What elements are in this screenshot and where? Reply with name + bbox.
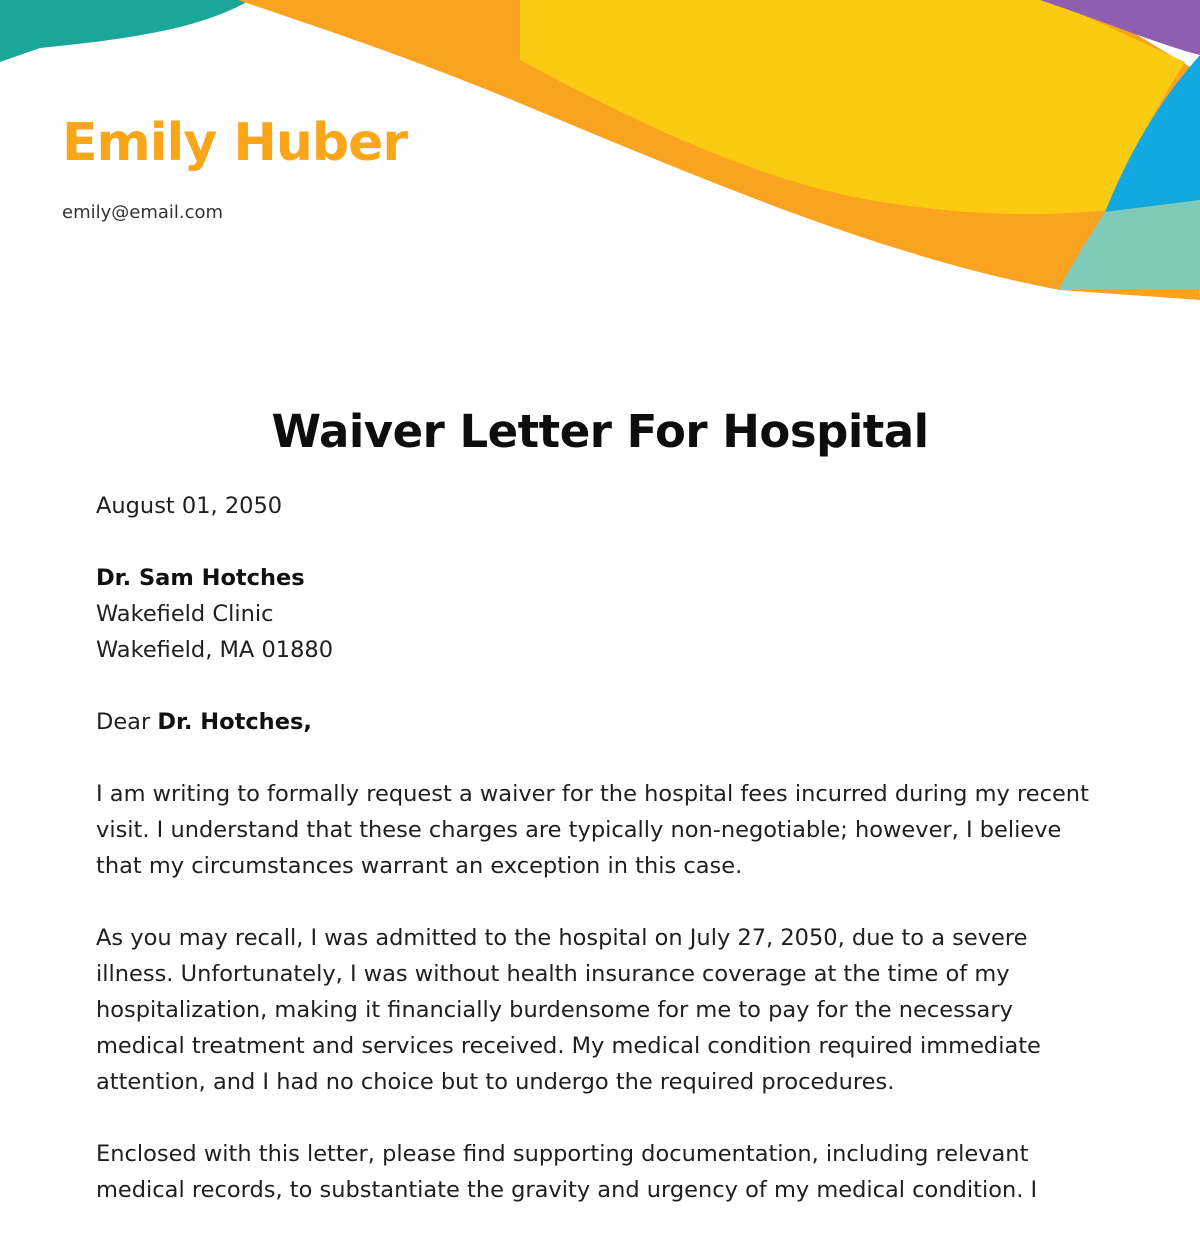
salutation-name: Dr. Hotches, [157,709,312,735]
paragraph-line: medical treatment and services received. My medical condition required immediate [96,1033,1041,1059]
sender-email: emily@email.com [62,202,224,223]
salutation [96,704,1116,740]
teal-wave [0,0,250,62]
paragraph-line: attention, and I had no choice but to undergo the required procedures. [96,1069,895,1095]
paragraph-line: visit. I understand that these charges are typically non-negotiable; however, I believe [96,817,1062,843]
paragraph-line: hospitalization, making it financially burdensome for me to pay for the necessary [96,997,1013,1023]
paragraph-line: that my circumstances warrant an exception in this case. [96,853,743,879]
letter-body [96,488,1116,1244]
paragraph-3 [96,1136,1116,1208]
sender-name: Emily Huber [62,113,408,173]
recipient-block [96,560,1116,668]
letter-date: August 01, 2050 [96,493,283,519]
document-title: Waiver Letter For Hospital [271,405,929,458]
salutation-prefix: Dear [96,709,158,735]
paragraph-1 [96,776,1116,884]
paragraph-line: As you may recall, I was admitted to the hospital on July 27, 2050, due to a severe [96,925,1028,951]
recipient-address: Wakefield, MA 01880 [96,637,334,663]
paragraph-line: I am writing to formally request a waiver for the hospital fees incurred during my recent [96,781,1089,807]
paragraph-line: Enclosed with this letter, please find supporting documentation, including relevant [96,1141,1029,1167]
paragraph-2 [96,920,1116,1100]
recipient-organization: Wakefield Clinic [96,601,274,627]
recipient-name: Dr. Sam Hotches [96,565,305,591]
paragraph-line: medical records, to substantiate the gravity and urgency of my medical condition. I [96,1177,1038,1203]
yellow-wave [520,0,1185,214]
paragraph-line: illness. Unfortunately, I was without health insurance coverage at the time of my [96,961,1010,987]
